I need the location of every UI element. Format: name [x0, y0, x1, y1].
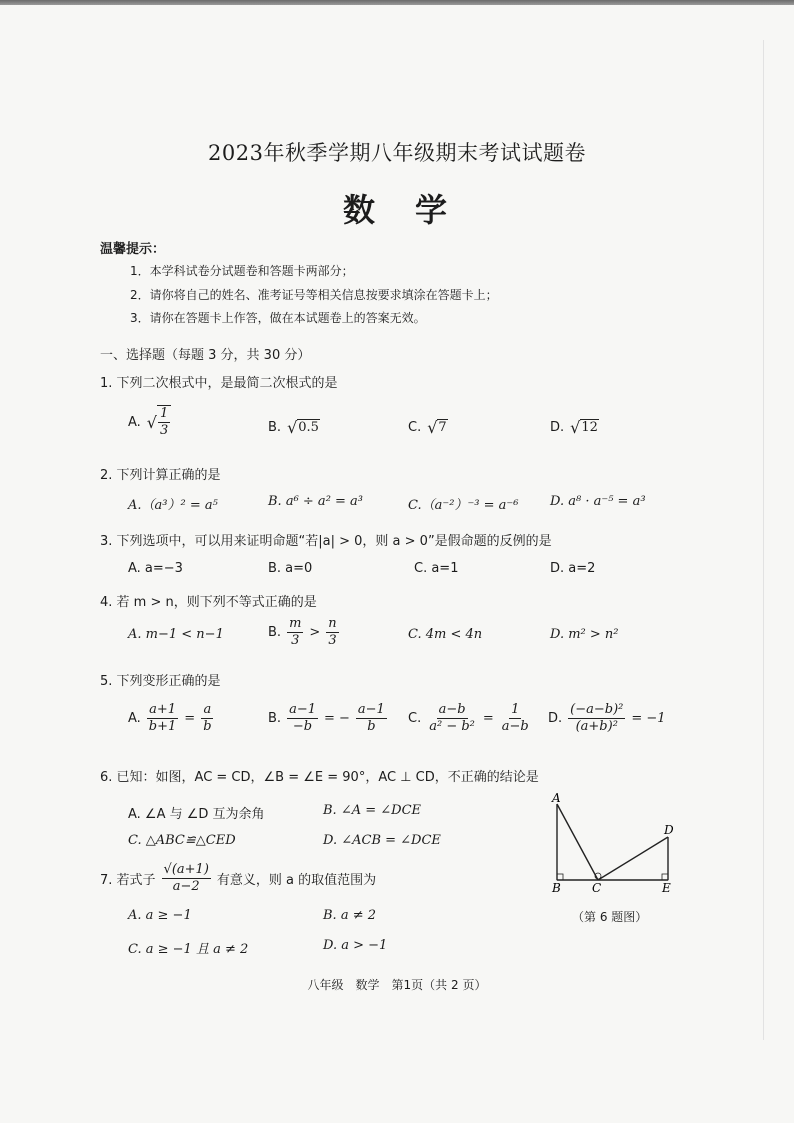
- q5-option-b: [268, 702, 387, 735]
- option-label: D.: [550, 420, 565, 435]
- option-label: C.: [408, 420, 422, 435]
- section-heading: 一、选择题（每题 3 分，共 30 分）: [100, 348, 311, 363]
- q3-option-c: C. a=1: [414, 561, 459, 576]
- denominator: b: [203, 719, 212, 734]
- numerator: a−1: [289, 702, 316, 717]
- q5-option-c: [408, 702, 531, 735]
- numerator: a−b: [438, 702, 466, 717]
- numerator: a−1: [357, 702, 385, 717]
- option-label: A.: [128, 414, 141, 430]
- denominator: a² − b²: [429, 719, 475, 734]
- segment-cd: [598, 837, 668, 880]
- fraction: [287, 702, 318, 735]
- denominator: 3: [160, 423, 169, 438]
- q6-option-b: B. ∠A = ∠DCE: [323, 803, 422, 818]
- q7-option-d: D. a > −1: [323, 938, 388, 953]
- denominator: a−b: [501, 719, 529, 734]
- q3-option-b: B. a=0: [268, 561, 313, 576]
- option-label: B.: [268, 625, 282, 640]
- figure-caption: （第 6 题图）: [572, 910, 648, 924]
- question-5-stem: 5. 下列变形正确的是: [100, 674, 221, 689]
- q7-option-c: C. a ≥ −1 且 a ≠ 2: [128, 942, 249, 957]
- numerator: 1: [160, 406, 169, 421]
- sqrt-expression: √ 0.5: [287, 418, 319, 437]
- fraction: [162, 862, 211, 895]
- question-7-stem: [100, 862, 376, 895]
- q1-option-c: [408, 418, 448, 437]
- fraction: [201, 702, 213, 735]
- fraction: [427, 702, 477, 735]
- q1-option-d: [550, 418, 599, 437]
- segment-ac: [557, 804, 598, 880]
- q7-option-a: A. a ≥ −1: [128, 908, 192, 923]
- stem-prefix: 7. 若式子: [100, 873, 156, 888]
- numerator: (−a−b)²: [570, 702, 624, 717]
- numerator: a: [203, 702, 212, 717]
- option-label: C.: [408, 711, 422, 726]
- denominator: a−2: [172, 879, 200, 894]
- q5-option-a: [128, 702, 214, 735]
- fraction: [568, 702, 625, 735]
- fraction: [326, 616, 338, 649]
- scan-top-border: [0, 0, 794, 5]
- question-2-stem: 2. 下列计算正确的是: [100, 468, 221, 483]
- option-label: B.: [268, 711, 282, 726]
- numerator: n: [328, 616, 337, 631]
- denominator: 3: [291, 633, 300, 648]
- subject-title: 数 学: [342, 191, 451, 229]
- fraction: [147, 702, 179, 735]
- question-1-stem: 1. 下列二次根式中，是最简二次根式的是: [100, 376, 338, 391]
- q2-option-d: D. a⁸ · a⁻⁵ = a³: [550, 494, 646, 509]
- radicand: 12: [581, 420, 598, 435]
- numerator: m: [289, 616, 302, 631]
- point-label-b: B: [552, 881, 561, 895]
- q4-option-a: A. m−1 < n−1: [128, 627, 224, 642]
- q6-option-d: D. ∠ACB = ∠DCE: [323, 833, 441, 848]
- question-3-stem: 3. 下列选项中，可以用来证明命题“若|a| > 0，则 a > 0”是假命题的反例的是: [100, 534, 552, 549]
- right-angle-e: [662, 874, 668, 880]
- denominator: −b: [292, 719, 313, 734]
- question-6-stem: 6. 已知：如图，AC = CD，∠B = ∠E = 90°，AC ⊥ CD，不正确的结论是: [100, 770, 539, 785]
- q6-option-c: C. △ABC≌△CED: [128, 833, 236, 848]
- equals: = −: [323, 711, 350, 726]
- fraction: [287, 616, 303, 649]
- tips-heading: 温馨提示：: [100, 242, 166, 257]
- fraction: [158, 406, 170, 439]
- geometry-figure: [540, 792, 680, 900]
- q1-option-b: [268, 418, 320, 437]
- exam-title: 2023年秋季学期八年级期末考试试题卷: [208, 141, 586, 165]
- stem-suffix: 有意义，则 a 的取值范围为: [216, 873, 377, 888]
- sqrt-expression: √ $\frac{1}{3}$: [147, 405, 171, 439]
- radicand: 0.5: [298, 420, 319, 435]
- q6-option-a: A. ∠A 与 ∠D 互为余角: [128, 807, 265, 822]
- point-label-c: C: [592, 881, 602, 895]
- q3-option-a: A. a=−3: [128, 561, 183, 576]
- q2-option-a: A.（a³）² = a⁵: [128, 498, 218, 513]
- q4-option-c: C. 4m < 4n: [408, 627, 483, 642]
- tip-item: 1．本学科试卷分试题卷和答题卡两部分；: [130, 264, 354, 278]
- numerator: √(a+1): [163, 862, 209, 877]
- equals: =: [184, 711, 196, 726]
- q2-option-b: B. a⁶ ÷ a² = a³: [268, 494, 364, 509]
- point-label-a: A: [552, 792, 561, 805]
- fraction: [356, 702, 387, 735]
- operator: >: [309, 625, 321, 640]
- denominator: b+1: [148, 719, 177, 734]
- page-footer: 八年级 数学 第1页（共 2 页）: [307, 978, 487, 992]
- denominator: 3: [328, 633, 337, 648]
- point-label-d: D: [664, 823, 674, 837]
- q2-option-c: C.（a⁻²）⁻³ = a⁻⁶: [408, 498, 519, 513]
- q7-option-b: B. a ≠ 2: [323, 908, 376, 923]
- sqrt-expression: √ 12: [570, 418, 598, 437]
- q4-option-b: [268, 616, 339, 649]
- numerator: a+1: [149, 702, 176, 717]
- q3-option-d: D. a=2: [550, 561, 596, 576]
- option-label: A.: [128, 711, 141, 726]
- tip-item: 3．请你在答题卡上作答，做在本试题卷上的答案无效。: [130, 311, 426, 325]
- right-angle-b: [557, 874, 563, 880]
- fraction: [500, 702, 531, 735]
- q4-option-d: D. m² > n²: [550, 627, 619, 642]
- numerator: 1: [511, 702, 520, 717]
- option-label: B.: [268, 420, 282, 435]
- tip-item: 2．请你将自己的姓名、准考证号等相关信息按要求填涂在答题卡上；: [130, 288, 498, 302]
- sqrt-expression: √ 7: [427, 418, 447, 437]
- equals: = −1: [631, 711, 666, 726]
- denominator: (a+b)²: [575, 719, 618, 734]
- option-label: D.: [548, 711, 563, 726]
- denominator: b: [367, 719, 376, 734]
- equals: =: [482, 711, 494, 726]
- q1-option-a: [128, 405, 171, 439]
- q5-option-d: [548, 702, 666, 735]
- question-4-stem: 4. 若 m > n，则下列不等式正确的是: [100, 595, 317, 610]
- radicand: 7: [438, 420, 447, 435]
- point-label-e: E: [662, 881, 671, 895]
